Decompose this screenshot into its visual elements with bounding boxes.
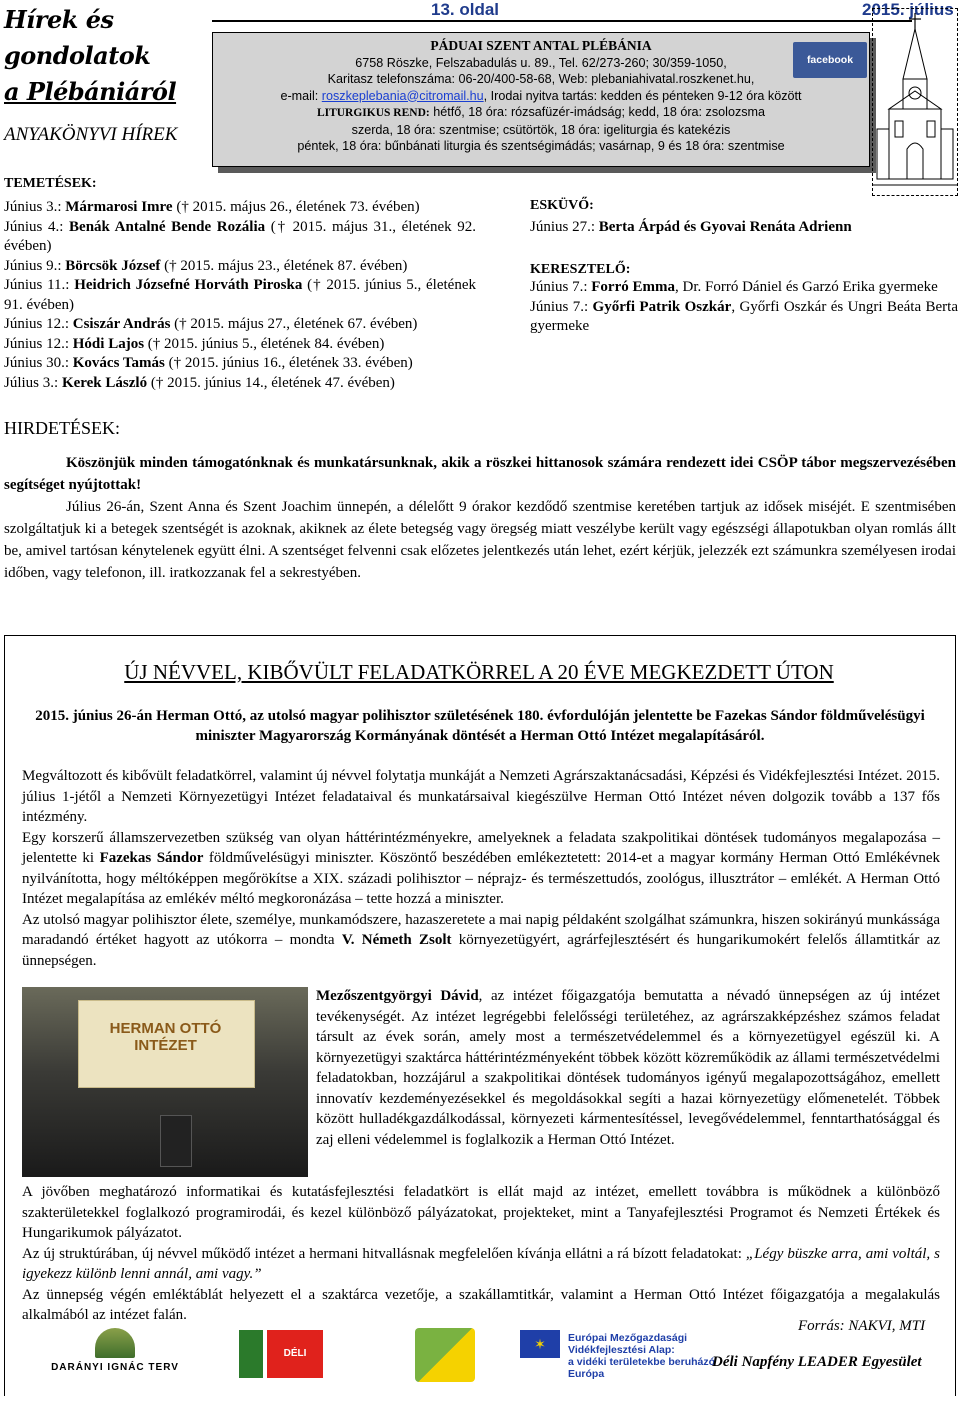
eu-fund-text: Európai Mezőgazdasági Vidékfejlesztési Alap: a vidéki területekbe beruházó Európa [568,1332,716,1380]
parish-name: PÁDUAI SZENT ANTAL PLÉBÁNIA [430,38,652,53]
article-p1: Megváltozott és kibővült feladatkörrel, valamint új névvel folytatja munkáját a Nemzeti Agrárszaktanácsadási, Képzési és Vidékfejlesztési Intézet. 2015. július 1-jétől a Nemzeti Környezetügyi Intézet feladataival és munkatársaival kiegészülve Herman Ottó Intézet néven dolgozik tovább a 137 fős intézmény. [22,768,940,825]
office-hours: , Irodai nyitva tartás: kedden és pénteken 9-12 óra között [483,88,802,103]
issue-date: 2015. július [862,0,954,19]
funeral-entry: Június 12.: Csiszár András († 2015. május 27., életének 67. évében) [4,316,418,332]
wedding-heading: ESKÜVŐ: [530,198,594,213]
article-p5: A jövőben meghatározó informatikai és kutatásfejlesztési feladatkört is ellát majd az intézet, emellett továbbra is működnek a különböző szakterületekkel foglalkozó programirodái, és kezel különböző pályázatokat, projekteket, mint a Tanyafejlesztési Programot és Nemzeti Értékek és Hungarikumok pályázatot. [22,1184,940,1241]
liturgy-line1: LITURGIKUS REND: hétfő, 18 óra: rózsafüzér-imádság; kedd, 18 óra: zsolozsma [316,105,766,119]
notice-elderly-mass: Július 26-án, Szent Anna és Szent Joachim ünnepén, a délelőtt 9 órakor kezdődő szentmise keretében tartjuk az idősek miséjét. E szentmisében szolgáltatjuk ki a betegek szentségét is azoknak, akiknek az élete betegség vagy öregség miatt veszélybe került vagy egészségi állapotukban olyan romlás állt be, amivel tartósan kénytelenek együtt élni. A szentséget felvenni csak előzetes jelentkezés után lehet, ezért kérjük, jelezzék ezt számunkra személyesen irodai időben, vagy telefonon, ill. iratkozzanak fel a sekrestyében. [4,499,956,581]
funeral-entry: Június 12.: Hódi Lajos († 2015. június 5., életének 84. évében) [4,335,385,352]
screen-logo-text: HERMAN OTTÓ INTÉZET [109,1020,222,1054]
registry-title: ANYAKÖNYVI HÍREK [4,124,178,145]
baptism-list [530,278,958,337]
person-name: Mármarosi Imre [65,199,173,215]
article-body-top [22,766,940,971]
person-name: Kovács Tamás [72,355,165,371]
notice-thanks: Köszönjük minden támogatónknak és munkatársunknak, akik a röszkei hittanosok számára rendezett idei CSÖP tábor megszervezésében segítséget nyújtottak! [4,455,956,493]
funeral-entry: Június 4.: Benák Antalné Bende Rozália († 2015. május 31., életének 92. évében) [4,218,476,254]
article-p7: Az ünnepség végén emléktáblát helyezett el a szaktárca vezetője, a szakállamtitkár, valamint a Herman Ottó Intézet főigazgatója a megalakulás alkalmából az intézet falán. [22,1286,940,1323]
person-name: Csiszár András [72,316,171,332]
funeral-entry: Június 11.: Heidrich Józsefné Horváth Piroska († 2015. június 5., életének 91. évében) [4,277,476,313]
person-name: Győrfi Patrik Oszkár [592,298,732,315]
wedding-entry: Június 27.: Berta Árpád és Gyovai Renáta Adrienn [530,219,852,235]
masthead-line1: Hírek és gondolatok [4,5,151,70]
wedding-names: Berta Árpád és Gyovai Renáta Adrienn [598,219,852,235]
masthead-line2: a Plébániáról [4,77,177,106]
organization-signature: Déli Napfény LEADER Egyesület [712,1354,922,1370]
church-icon [873,9,957,195]
person-name: Kerek László [61,374,148,391]
top-rule [212,20,912,22]
notices-heading: HIRDETÉSEK: [4,418,120,438]
person-name: Hódi Lajos [72,335,145,352]
funerals-list [4,198,476,393]
daranyi-logo: DARÁNYI IGNÁC TERV [30,1328,200,1378]
liturgy-line2: szerda, 18 óra: szentmise; csütörtök, 18 óra: igeliturgia és katekézis [351,122,731,137]
person-name: Börcsök József [65,257,161,274]
article-lead: 2015. június 26-án Herman Ottó, az utolsó magyar polihisztor születésének 180. évfordulóján jelentette be Fazekas Sándor földművelésügyi miniszter Magyarország Kormányának döntését a Herman Ottó Intézet megalapításáról. [35,708,925,744]
baptism-entry: Június 7.: Forró Emma, Dr. Forró Dániel és Garzó Erika gyermeke [530,279,938,295]
page-number: 13. oldal [431,0,500,19]
parish-phone-web: Karitasz telefonszáma: 06-20/400-58-68, Web: plebaniahivatal.roszkenet.hu, [327,72,755,86]
email-label: e-mail: [280,88,319,103]
baptism-entry: Június 7.: Győrfi Patrik Oszkár, Győrfi Oszkár és Ungri Beáta Berta gyermeke [530,298,958,334]
deli-napfeny-logo: DÉLI NAPFÉNY [236,1330,326,1382]
person-name: Benák Antalné Bende Rozália [69,218,266,235]
masthead [4,2,204,110]
person-name: Heidrich Józsefné Horváth Piroska [74,277,303,293]
funeral-entry: Július 3.: Kerek László († 2015. június 14., életének 47. évében) [4,374,395,391]
parish-address: 6758 Röszke, Felszabadulás u. 89., Tel. 62/273-260; 30/359-1050, [355,55,727,70]
church-illustration [872,8,958,196]
article-p2: Egy korszerű államszervezetben szükség van olyan háttérintézményekre, amelyeknek a feladata szakpolitikai döntések tudományos megalapozása – jelentette ki Fazekas Sándor földművelésügyi miniszter. Köszöntő beszédében emlékeztetett: 2014-et a magyar kormány Herman Ottó Emlékévnek nyilvánította, hogy méltóképpen megőrökítse a XIX. századi polihisztor – néprajz- és természettudós, zoológus, illusztrátor – emlékét. A Herman Ottó Intézet megalapítása az emlékév méltó megkoronázása – tette hozzá a miniszter. [22,829,941,907]
funeral-entry: Június 30.: Kovács Tamás († 2015. június 16., életének 33. évében) [4,355,413,371]
funerals-heading: TEMETÉSEK: [4,176,97,191]
article-source: Forrás: NAKVI, MTI [798,1318,926,1334]
leader-logo [400,1328,490,1384]
liturgy-line3: péntek, 18 óra: bűnbánati liturgia és szentségimádás; vasárnap, 9 és 18 óra: szentmise [297,139,785,153]
liturgy-label: LITURGIKUS REND: [316,107,430,119]
person-name: Forró Emma [591,279,675,295]
article-p4: Mezőszentgyörgyi Dávid, az intézet főigazgatója bemutatta a névadó ünnepségen az új intézet tevékenységét. Az intézet legrégebbi felelősségi területéhez, az agrárszakképzéshez számos feladat társult az évek során, amely most a természetvédelemmel és a környezetügyel egészül ki. A környezetügyi szaktárca háttérintézményeként többek között közreműködik az állami természetvédelmi feladatokban, hozzájárul a szakpolitikai döntések tudományos igényű megalapozottságához, emellett innovatív kezdeményezésekkel és megoldásokkal segíti a hazai környezetügy előmenetelét. Többek között hulladékgazdálkodással, környezeti kármentesítéssel, levegővédelemmel, fenntarthatósággal és zaj elleni védelemmel is foglalkozik a Herman Ottó Intézet. [316,988,940,1148]
funeral-entry: Június 9.: Börcsök József († 2015. május 23., életének 87. évében) [4,257,408,274]
facebook-badge[interactable]: facebook [793,42,867,78]
article-p6: Az új struktúrában, új névvel működő intézet a hermani hitvallásnak megfelelően kívánja ellátni a rá bízott feladatokat: „Légy büszke arra, ami voltál, s igyekezz különb lenni annál, ami vagy.” [22,1245,940,1282]
parish-info-box [212,32,870,167]
eu-flag-logo: ✶ [520,1330,560,1374]
article-p3: Az utolsó magyar polihisztor élete, személye, munkamódszere, hazaszeretete a mai napig példaként szolgálhat számunkra, hiszen sokirányú munkássága maradandó értéket hagyott az utókorra – mondta V. Németh Zsolt környezetügyért, agrárfejlesztésért és hungarikumokért felelős államtitkár az ünnepségen. [22,911,941,969]
article-body-bottom [22,1182,940,1326]
notices-body [4,452,956,584]
speaker-podium [160,1115,192,1167]
article-title: ÚJ NÉVVEL, KIBŐVÜLT FELADATKÖRREL A 20 ÉVE MEGKEZDETT ÚTON [124,660,834,684]
email-link[interactable]: roszkeplebania@citromail.hu [321,88,484,103]
funeral-entry: Június 3.: Mármarosi Imre († 2015. május 26., életének 73. évében) [4,199,420,215]
parish-email-line [213,88,869,105]
baptism-heading: KERESZTELŐ: [530,262,631,277]
